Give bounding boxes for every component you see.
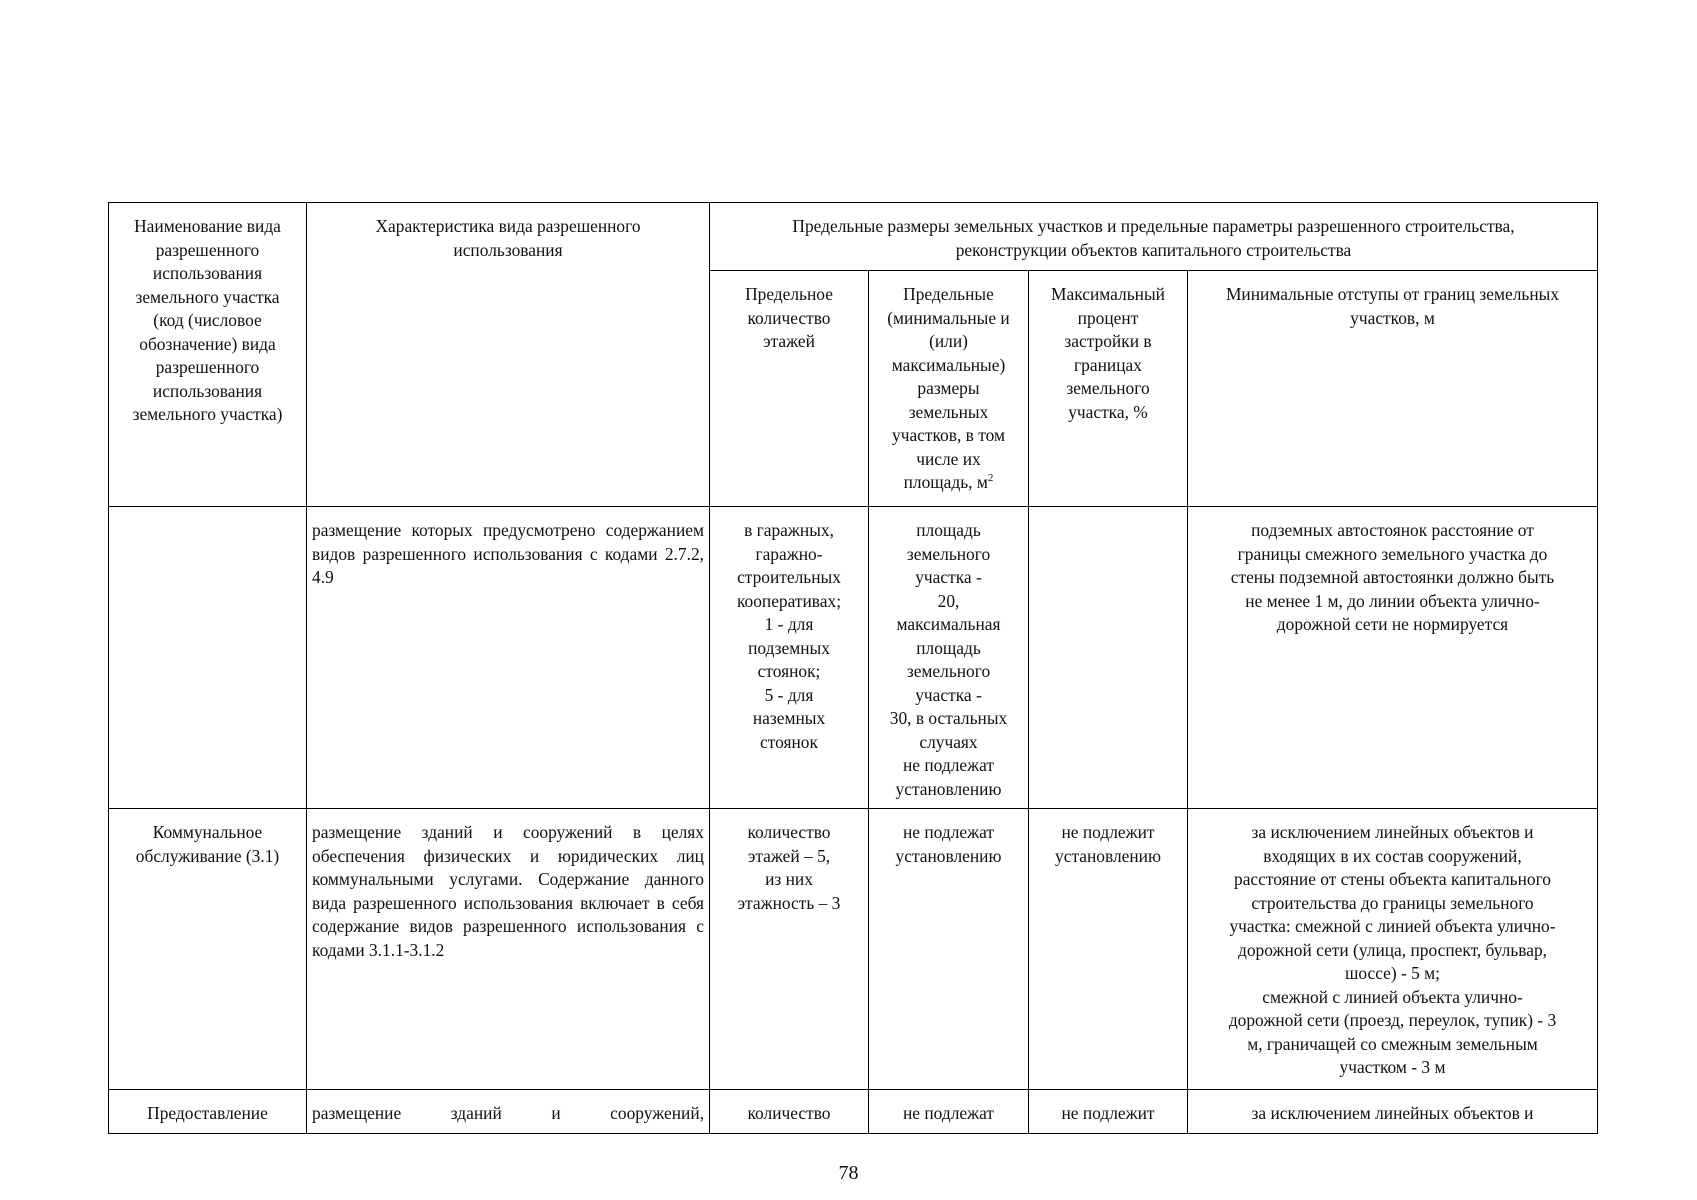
regulations-table [108, 202, 1598, 1134]
row-characteristic-cell: размещение зданий и сооружений в целях обеспечения физических и юридических лиц коммунальными услугами. Содержание данного вида разрешенного использования включает в себя содержание видов разрешенного использования с кодами 3.1.1-3.1.2 [307, 809, 710, 1090]
page-number: 78 [838, 1162, 859, 1184]
row-characteristic-cell: размещение которых предусмотрено содержанием видов разрешенного использования с кодами 2.7.2, 4.9 [307, 507, 710, 809]
header-name-cell: Наименование вида разрешенного использования земельного участка (код (числовое обозначение) вида разрешенного использования земельного участка) [109, 203, 307, 507]
table-row [109, 809, 1598, 1090]
header-characteristic-cell: Характеристика вида разрешенного использования [307, 203, 710, 507]
header-coverage-cell: Максимальный процент застройки в границах земельного участка, % [1029, 271, 1188, 507]
header-plot-sizes-sup: 2 [987, 472, 994, 485]
header-plot-sizes-cell [869, 271, 1029, 507]
row-coverage-cell: не подлежит установлению [1029, 809, 1188, 1090]
table-header-row [109, 203, 1598, 271]
row-coverage-cell: не подлежит [1029, 1090, 1188, 1134]
header-floors-cell: Предельное количество этажей [710, 271, 869, 507]
row-plot-sizes-cell: не подлежат установлению [869, 809, 1029, 1090]
row-floors-cell: количество этажей – 5, из них этажность – 3 [710, 809, 869, 1090]
row-plot-sizes-cell: площадь земельного участка - 20, максимальная площадь земельного участка - 30, в остальных случаях не подлежат установлению [869, 507, 1029, 809]
row-floors-cell: количество [710, 1090, 869, 1134]
table-row [109, 507, 1598, 809]
row-coverage-cell [1029, 507, 1188, 809]
row-setbacks-cell: подземных автостоянок расстояние от границы смежного земельного участка до стены подземной автостоянки должно быть не менее 1 м, до линии объекта улично- дорожной сети не нормируется [1188, 507, 1598, 809]
header-plot-sizes-text: Предельные (минимальные и (или) максимальные) размеры земельных участков, в том числе их площадь, м [887, 284, 1010, 492]
table-row [109, 1090, 1598, 1134]
row-floors-cell: в гаражных, гаражно- строительных кооперативах; 1 - для подземных стоянок; 5 - для наземных стоянок [710, 507, 869, 809]
row-name-cell: Предоставление [109, 1090, 307, 1134]
row-characteristic-cell: размещение зданий и сооружений, [307, 1090, 710, 1134]
header-limits-group-cell: Предельные размеры земельных участков и предельные параметры разрешенного строительства, реконструкции объектов капитального строительства [710, 203, 1598, 271]
row-name-cell [109, 507, 307, 809]
row-setbacks-cell: за исключением линейных объектов и [1188, 1090, 1598, 1134]
row-setbacks-cell: за исключением линейных объектов и входящих в их состав сооружений, расстояние от стены объекта капитального строительства до границы земельного участка: смежной с линией объекта улично- дорожной сети (улица, проспект, бульвар, шоссе) - 5 м; смежной с линией объекта улично- дорожной сети (проезд, переулок, тупик) - 3 м, граничащей со смежным земельным участком - 3 м [1188, 809, 1598, 1090]
row-name-cell: Коммунальное обслуживание (3.1) [109, 809, 307, 1090]
row-plot-sizes-cell: не подлежат [869, 1090, 1029, 1134]
header-setbacks-cell: Минимальные отступы от границ земельных участков, м [1188, 271, 1598, 507]
